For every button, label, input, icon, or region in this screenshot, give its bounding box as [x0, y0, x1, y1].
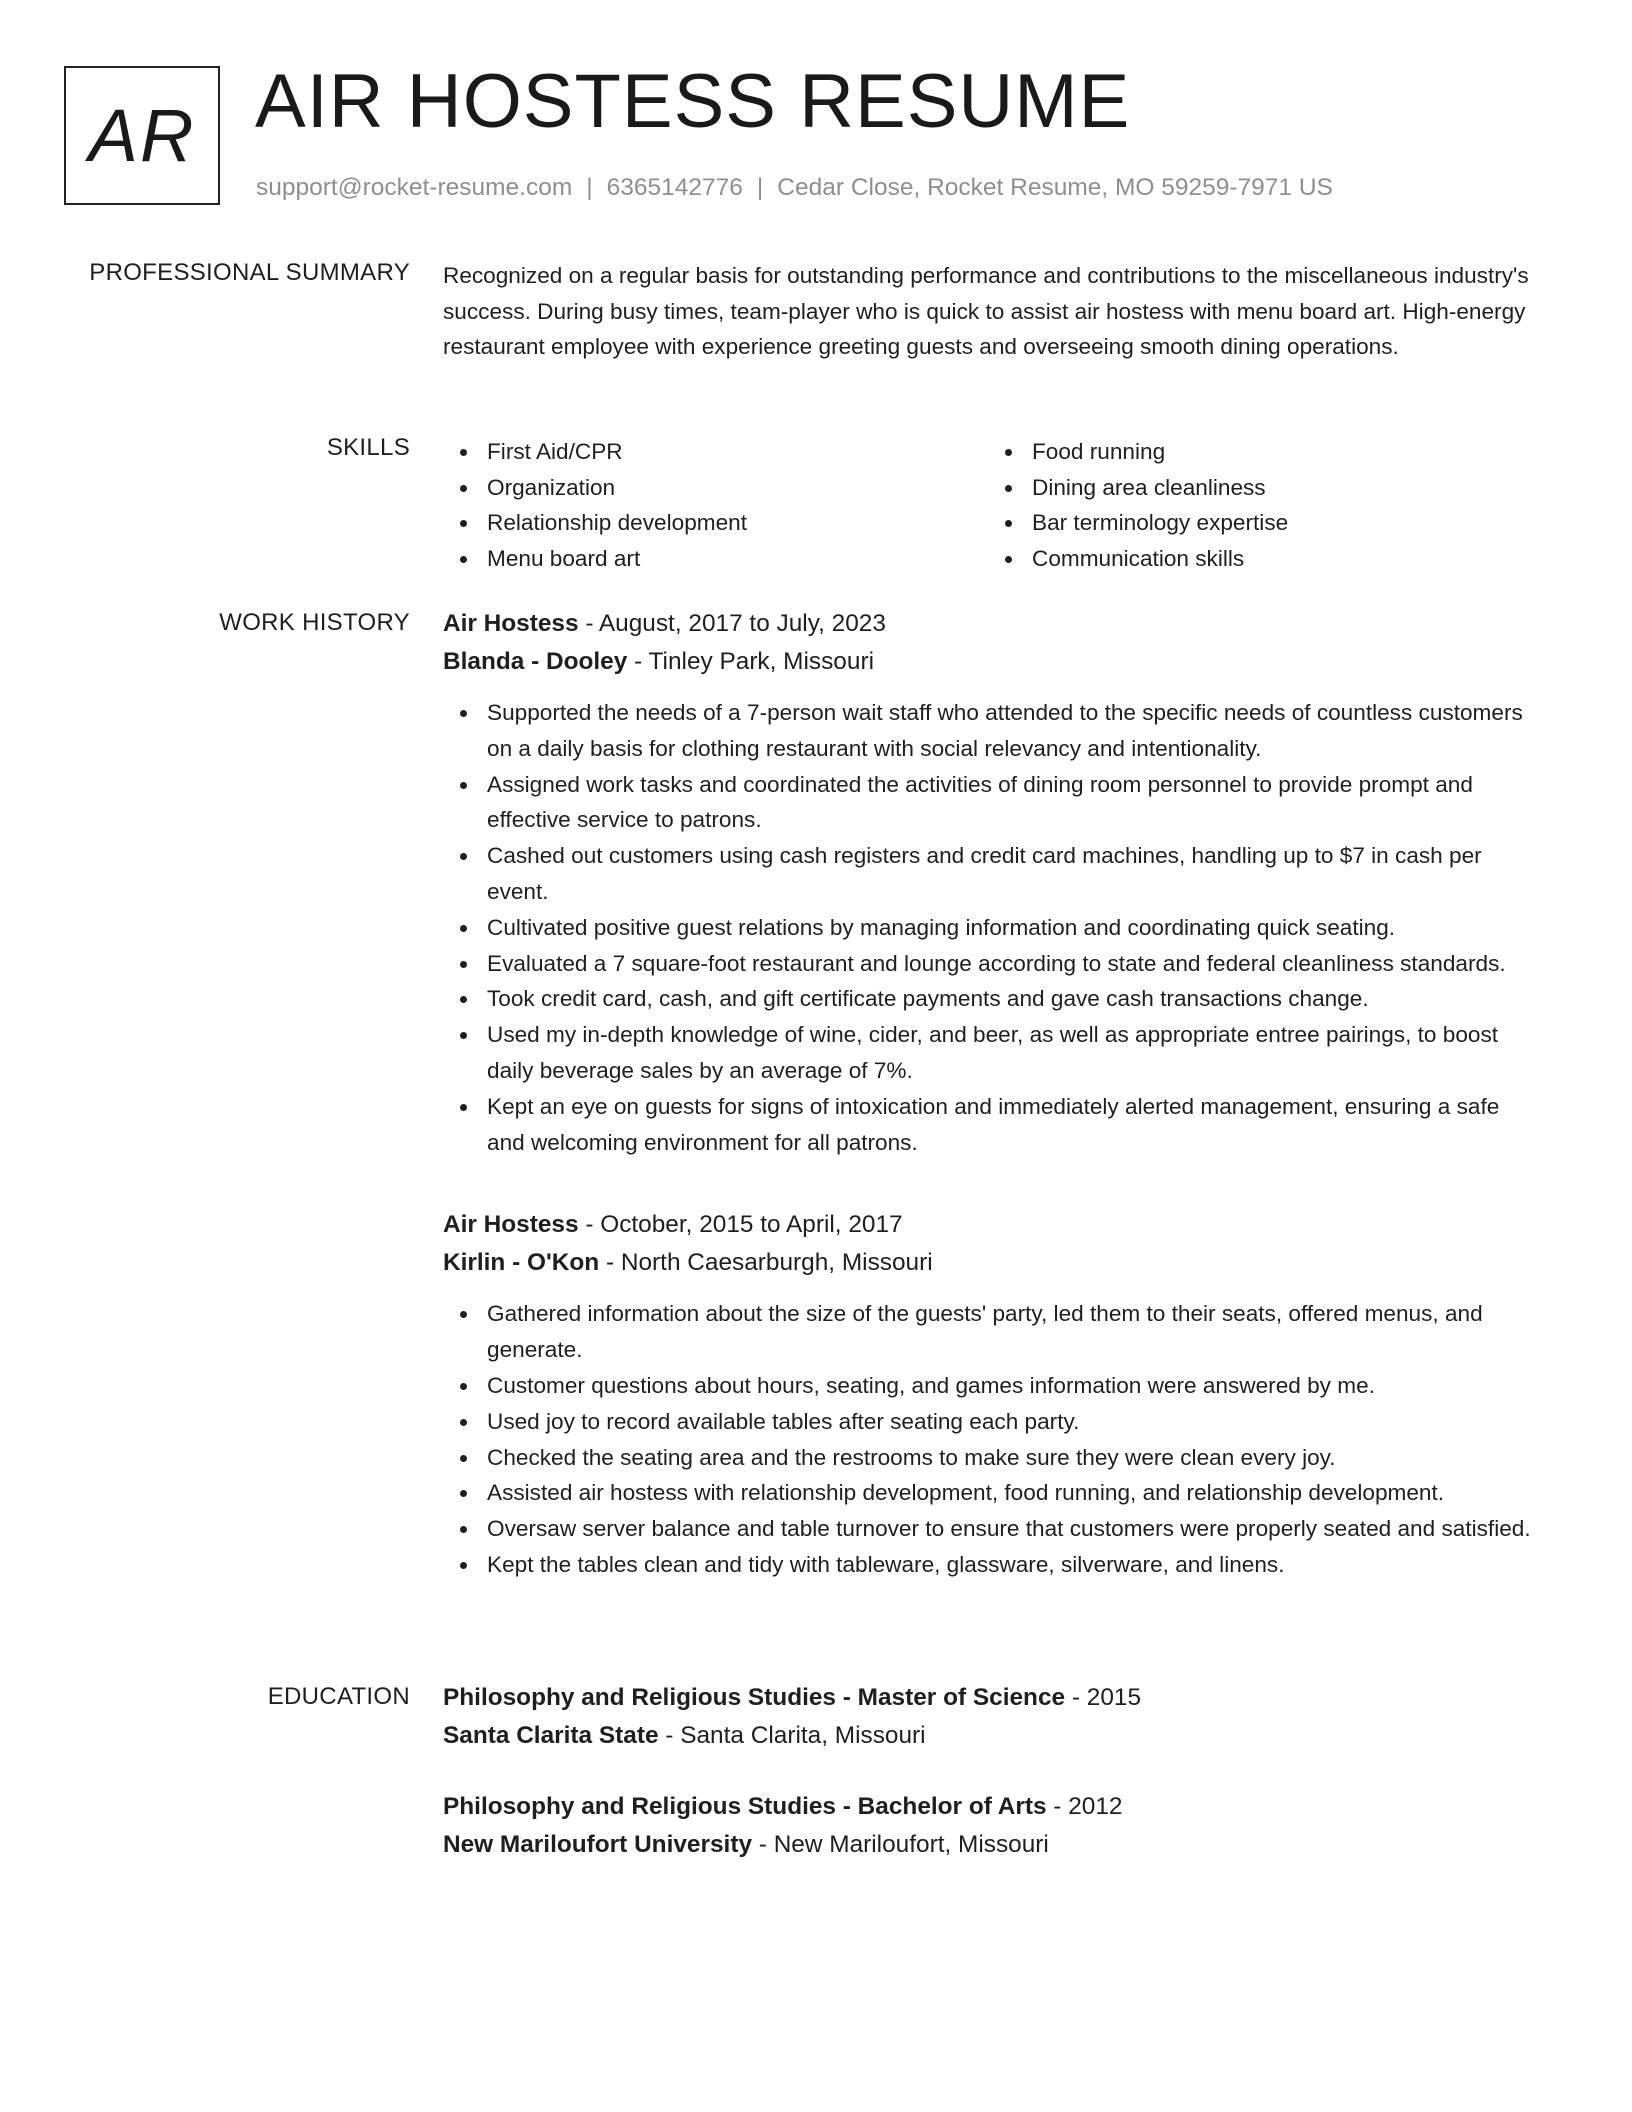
- skill-item: Food running: [988, 434, 1533, 470]
- job-location: - North Caesarburgh, Missouri: [599, 1249, 933, 1277]
- job-duty: Checked the seating area and the restrooms to make sure they were clean every joy.: [443, 1440, 1543, 1476]
- skills-column-2: [988, 434, 1533, 576]
- job-title: Air Hostess: [443, 610, 579, 637]
- education-year: - 2012: [1046, 1793, 1123, 1820]
- job-title: Air Hostess: [443, 1211, 579, 1239]
- job-company: Blanda - Dooley: [443, 648, 628, 675]
- education-entry: [443, 1788, 1543, 1864]
- job-duty: Cashed out customers using cash registers and credit card machines, handling up to $7 in cash per event.: [443, 838, 1543, 910]
- education-degree-line: [443, 1679, 1543, 1717]
- skill-item: Organization: [443, 470, 988, 506]
- contact-address: Cedar Close, Rocket Resume, MO 59259-7971 US: [777, 174, 1333, 201]
- education-year: - 2015: [1065, 1684, 1142, 1711]
- education-school-line: [443, 1826, 1543, 1864]
- section-label-summary: PROFESSIONAL SUMMARY: [89, 259, 410, 286]
- contact-email[interactable]: support@rocket-resume.com: [256, 174, 573, 201]
- contact-separator: |: [756, 174, 764, 201]
- job-duty: Used joy to record available tables after seating each party.: [443, 1404, 1543, 1440]
- education-location: - New Mariloufort, Missouri: [752, 1831, 1049, 1858]
- job-title-line: [443, 1206, 1543, 1244]
- job-duty: Customer questions about hours, seating, and games information were answered by me.: [443, 1368, 1543, 1404]
- skill-item: Bar terminology expertise: [988, 505, 1533, 541]
- job-duty: Gathered information about the size of the guests' party, led them to their seats, offered menus, and generate.: [443, 1296, 1543, 1368]
- job-duty: Assisted air hostess with relationship development, food running, and relationship development.: [443, 1475, 1543, 1511]
- job-entry: [443, 1206, 1543, 1582]
- resume-title: AIR HOSTESS RESUME: [255, 59, 1131, 144]
- job-entry: [443, 605, 1543, 1160]
- summary-text: Recognized on a regular basis for outstanding performance and contributions to the miscellaneous industry's success. During busy times, team-player who is quick to assist air hostess with menu board art. High-energy restaurant employee with experience greeting guests and overseeing smooth dining operations.: [443, 263, 1529, 359]
- job-duty: Cultivated positive guest relations by managing information and coordinating quick seating.: [443, 910, 1543, 946]
- job-company-line: [443, 643, 1543, 681]
- summary-body: [443, 258, 1543, 365]
- skills-column-1: [443, 434, 988, 576]
- job-dates: - August, 2017 to July, 2023: [578, 610, 886, 637]
- monogram-initials: AR: [88, 94, 196, 177]
- job-duty: Kept an eye on guests for signs of intoxication and immediately alerted management, ensuring a safe and welcoming environment for all patrons.: [443, 1089, 1543, 1161]
- section-label-skills: SKILLS: [326, 434, 410, 461]
- contact-phone[interactable]: 6365142776: [606, 174, 743, 201]
- job-company: Kirlin - O'Kon: [443, 1249, 600, 1277]
- education-degree: Philosophy and Religious Studies - Bachelor of Arts: [443, 1793, 1047, 1820]
- job-duties-list: [443, 1296, 1543, 1582]
- job-duty: Oversaw server balance and table turnover to ensure that customers were properly seated and satisfied.: [443, 1511, 1543, 1547]
- skill-item: Menu board art: [443, 541, 988, 577]
- education-degree: Philosophy and Religious Studies - Master of Science: [443, 1684, 1066, 1711]
- job-duty: Took credit card, cash, and gift certificate payments and gave cash transactions change.: [443, 981, 1543, 1017]
- section-label-work-history: WORK HISTORY: [219, 609, 410, 636]
- job-location: - Tinley Park, Missouri: [627, 648, 874, 675]
- job-duty: Assigned work tasks and coordinated the activities of dining room personnel to provide prompt and effective service to patrons.: [443, 767, 1543, 839]
- education-school: New Mariloufort University: [443, 1831, 753, 1858]
- contact-line: [256, 174, 1333, 202]
- education-school-line: [443, 1717, 1543, 1755]
- education-entry: [443, 1679, 1543, 1755]
- education-location: - Santa Clarita, Missouri: [658, 1722, 926, 1749]
- skill-item: Relationship development: [443, 505, 988, 541]
- job-company-line: [443, 1244, 1543, 1282]
- contact-separator: |: [586, 174, 593, 201]
- skills-body: [443, 434, 1543, 576]
- education-degree-line: [443, 1788, 1543, 1826]
- education-school: Santa Clarita State: [443, 1722, 659, 1749]
- job-duty: Supported the needs of a 7-person wait staff who attended to the specific needs of countless customers on a daily basis for clothing restaurant with social relevancy and intentionality.: [443, 695, 1543, 767]
- skill-item: Dining area cleanliness: [988, 470, 1533, 506]
- monogram-badge: [64, 66, 220, 205]
- skill-item: First Aid/CPR: [443, 434, 988, 470]
- job-title-line: [443, 605, 1543, 643]
- job-duties-list: [443, 695, 1543, 1160]
- job-duty: Kept the tables clean and tidy with tableware, glassware, silverware, and linens.: [443, 1547, 1543, 1583]
- section-label-education: EDUCATION: [267, 1683, 410, 1710]
- job-dates: - October, 2015 to April, 2017: [578, 1211, 903, 1239]
- skill-item: Communication skills: [988, 541, 1533, 577]
- job-duty: Evaluated a 7 square-foot restaurant and lounge according to state and federal cleanliness standards.: [443, 946, 1543, 982]
- job-duty: Used my in-depth knowledge of wine, cider, and beer, as well as appropriate entree pairings, to boost daily beverage sales by an average of 7%.: [443, 1017, 1543, 1089]
- work-history-body: [443, 605, 1543, 1583]
- education-body: [443, 1679, 1543, 1864]
